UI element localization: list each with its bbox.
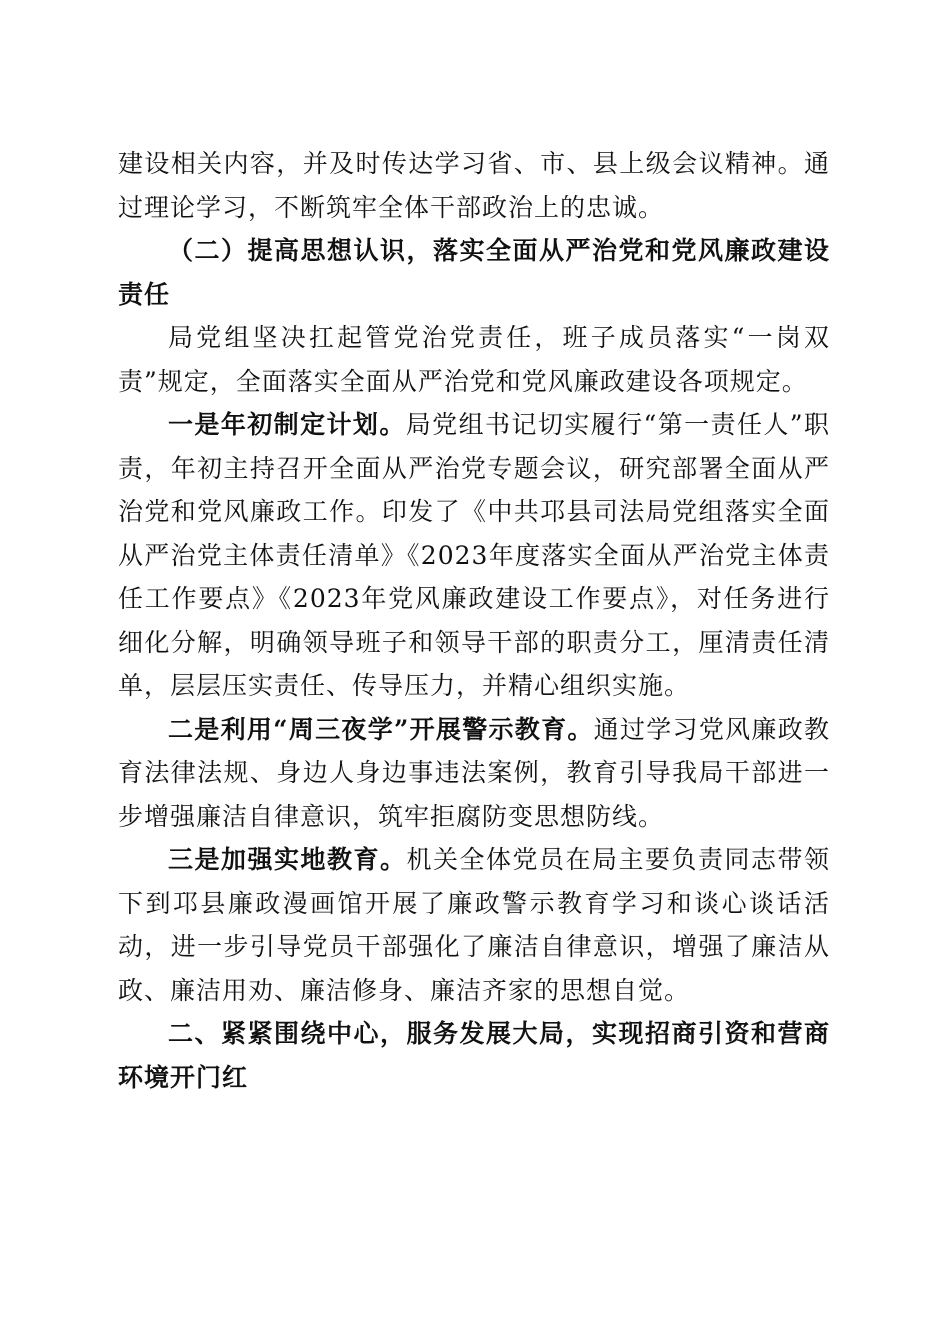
paragraph-text: 局党组书记切实履行“第一责任人”职责，年初主持召开全面从严治党专题会议，研究部署全面从严治党和党风廉政工作。印发了《中共邛县司法局党组落实全面从严治党主体责任清单》《2023年度落实全面从严治党主体责任工作要点》《2023年党风廉政建设工作要点》，对任务进行细化分解，明确领导班子和领导干部的职责分工，厘清责任清单，层层压实责任、传导压力，并精心组织实施。 (118, 410, 830, 700)
paragraph-text: 通过学习党风廉政教育法律法规、身边人身边事违法案例，教育引导我局干部进一步增强廉洁自律意识，筑牢拒腐防变思想防线。 (118, 714, 830, 831)
paragraph-lead: 三是加强实地教育。 (168, 845, 407, 874)
paragraph-warning-education (118, 708, 830, 839)
paragraph-lead: 二是利用“周三夜学”开展警示教育。 (168, 714, 594, 744)
paragraph-annual-plan (118, 403, 830, 708)
section-heading-2: （二）提高思想认识，落实全面从严治党和党风廉政建设责任 (118, 236, 830, 309)
paragraph-continuation: 建设相关内容，并及时传达学习省、市、县上级会议精神。通过理论学习，不断筑牢全体干部政治上的忠诚。 (118, 149, 830, 222)
paragraph-party-responsibility: 局党组坚决扛起管党治党责任，班子成员落实“一岗双责”规定，全面落实全面从严治党和党风廉政建设各项规定。 (118, 323, 830, 396)
paragraph-lead: 一是年初制定计划。 (168, 410, 406, 439)
document-body (118, 142, 830, 1099)
paragraph-text: 机关全体党员在局主要负责同志带领下到邛县廉政漫画馆开展了廉政警示教育学习和谈心谈话活动，进一步引导党员干部强化了廉洁自律意识，增强了廉洁从政、廉洁用劝、廉洁修身、廉洁齐家的思想自觉。 (118, 845, 830, 1005)
section-heading-main: 二、紧紧围绕中心，服务发展大局，实现招商引资和营商环境开门红 (118, 1019, 830, 1092)
paragraph-field-education (118, 838, 830, 1012)
